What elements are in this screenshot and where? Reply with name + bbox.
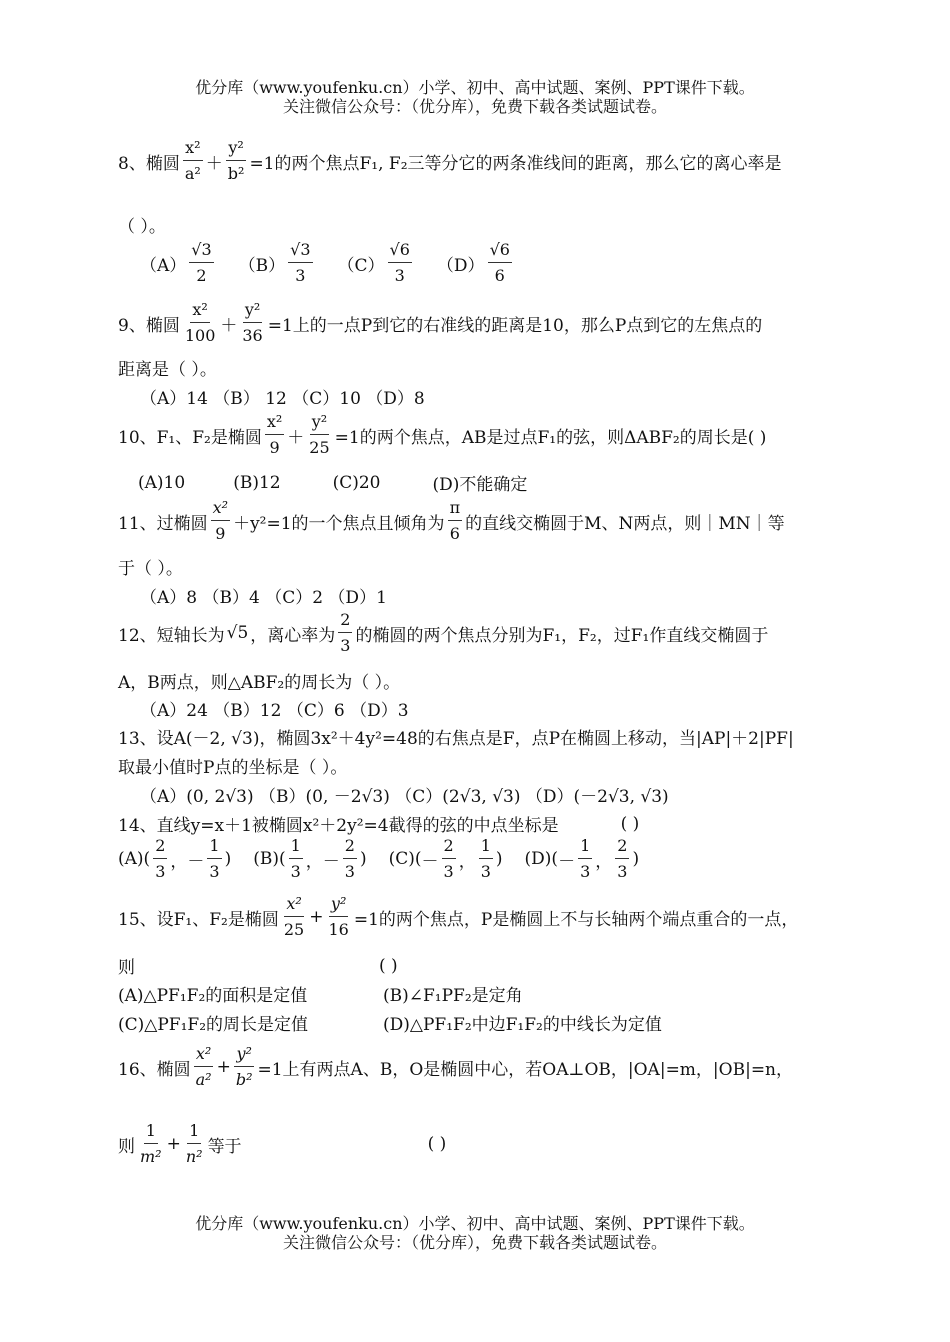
fraction: $\frac{\text{x²}}{\text{a²}}$ — [184, 138, 201, 183]
question-10: 10、F₁、F₂是椭圆 $\frac{\text{x²}}{9}$ ＋ $\frac{\text{y²}}{25}$ =1的两个焦点，AB是过点F₁的弦，则ΔABF₂的周长是( ) — [118, 412, 767, 457]
question-11: 11、过椭圆 $\frac{\text{x²}}{9}$ ＋y²=1的一个焦点且倾角为 $\frac{\pi}{6}$ 的直线交椭圆于M、N两点，则｜MN｜等 — [118, 498, 785, 543]
question-15-option-a: (A)△PF₁F₂的面积是定值 — [118, 986, 308, 1006]
question-12: 12、短轴长为 √5 ，离心率为 $\frac{2}{3}$ 的椭圆的两个焦点分别为F₁，F₂，过F₁作直线交椭圆于 — [118, 610, 769, 655]
footer-line-2: 关注微信公众号：（优分库），免费下载各类试题试卷。 — [282, 1233, 667, 1252]
header-line-2: 关注微信公众号：（优分库），免费下载各类试题试卷。 — [282, 97, 667, 116]
question-9-line-2: 距离是（ ）。 — [118, 360, 217, 380]
question-12-options: （A）24 （B）12 （C）6 （D）3 — [140, 701, 409, 721]
question-15-option-b: (B)∠F₁PF₂是定角 — [383, 986, 523, 1006]
question-8-options: （A） $\frac{√3}{2}$ （B） $\frac{√3}{3}$ （C） $\frac{√6}{3}$ （D） $\frac{√6}{6}$ — [140, 240, 510, 285]
question-12-line-2: A，B两点，则△ABF₂的周长为（ ）。 — [118, 673, 401, 693]
question-13: 13、设A(－2, √3)，椭圆3x²＋4y²=48的右焦点是F，点P在椭圆上移动，当|AP|＋2|PF| — [118, 729, 794, 749]
question-8: 8、椭圆 $\frac{\text{x²}}{\text{a²}}$ ＋ $\frac{\text{y²}}{\text{b²}}$ =1的两个焦点F₁, F₂三等分它的两条准线间的距离，那么它的离心率是 — [118, 138, 782, 183]
question-16: 16、椭圆 $\frac{\text{x²}}{\text{a²}}$ + $\frac{\text{y²}}{\text{b²}}$ =1上有两点A、B，O是椭圆中心，若OA⊥OB，|OA|=m，|OB|=n， — [118, 1044, 794, 1089]
question-11-options: （A）8 （B）4 （C）2 （D）1 — [140, 588, 387, 608]
question-15: 15、设F₁、F₂是椭圆 $\frac{\text{x²}}{25}$ + $\frac{\text{y²}}{16}$ =1的两个焦点，P是椭圆上不与长轴两个端点重合的一点， — [118, 894, 799, 939]
question-13-options: （A）(0, 2√3) （B）(0, －2√3) （C）(2√3, √3) （D）(－2√3, √3) — [140, 787, 669, 807]
question-16-line-2: 则 $\frac{1}{\text{m²}}$ + $\frac{1}{\text{n²}}$ 等于 ( ) — [118, 1121, 447, 1166]
question-8-line-2: （ ）。 — [118, 217, 166, 237]
question-14-options: (A)( $\frac{2}{3}$ ， － $\frac{1}{3}$ ) (B)( $\frac{1}{3}$ ， － $\frac{2}{3}$ ) (C)( － $\frac{2}{3}$ ， $\frac{1}{3}$ ) (D)( － $\frac{1}{3}$ ， $\frac{2}{3}$ ) — [118, 836, 640, 881]
header-line-1: 优分库（www.youfenku.cn）小学、初中、高中试题、案例、PPT课件下载。 — [195, 78, 755, 97]
question-15-line-2: 则 ( ) — [118, 955, 398, 978]
footer-line-1: 优分库（www.youfenku.cn）小学、初中、高中试题、案例、PPT课件下载。 — [195, 1214, 755, 1233]
question-14: 14、直线y=x＋1被椭圆x²＋2y²=4截得的弦的中点坐标是 ( ) — [118, 813, 640, 836]
question-9: 9、椭圆 $\frac{\text{x²}}{100}$ ＋ $\frac{\text{y²}}{36}$ =1上的一点P到它的右准线的距离是10，那么P点到它的左焦点的 — [118, 300, 763, 345]
fraction: $\frac{\text{y²}}{\text{b²}}$ — [227, 138, 245, 183]
question-13-line-2: 取最小值时P点的坐标是（ ）。 — [118, 758, 348, 778]
question-9-options: （A）14 （B） 12 （C）10 （D）8 — [140, 389, 425, 409]
question-10-options: (A)10 (B)12 (C)20 (D)不能确定 — [138, 472, 528, 495]
question-11-line-2: 于（ ）。 — [118, 559, 183, 579]
question-15-option-c: (C)△PF₁F₂的周长是定值 — [118, 1015, 309, 1035]
question-15-option-d: (D)△PF₁F₂中边F₁F₂的中线长为定值 — [383, 1015, 662, 1035]
